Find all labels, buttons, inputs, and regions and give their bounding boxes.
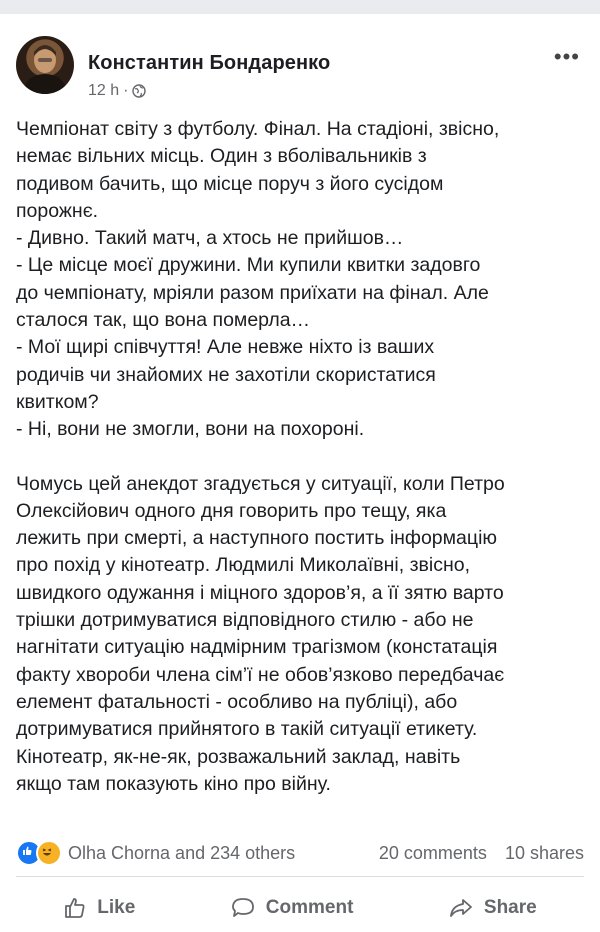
like-label: Like: [97, 897, 136, 918]
share-button[interactable]: [448, 896, 537, 920]
comment-button[interactable]: [230, 896, 354, 920]
post-paragraph-2: Чомусь цей анекдот згадується у ситуації, коли Петро Олексійович одного дня говорить про тещу, яка лежить при смерті, а наступного постить інформацію про похід у кінотеатр. Людмилі Миколаївні, звісно, швидкого одужання і міцного здоров’я, а її зятю варто трішки дотримуватися відповідного стилю - або не нагнітати ситуацію надмірним трагізмом (констатація факту хвороби члена сім’ї не обов’язково передбачає елемент фатальності - особливо на публіці), або дотримуватися прийнятого в такій ситуації етикету. Кінотеатр, як-не-як, розважальний заклад, навіть якщо там показують кіно про війну.: [16, 472, 505, 795]
more-options-icon[interactable]: •••: [553, 44, 580, 69]
comment-label: Comment: [265, 897, 354, 918]
globe-icon: [132, 84, 146, 98]
reaction-icons[interactable]: [16, 840, 62, 866]
post-card: [0, 14, 600, 932]
post-paragraph-1: Чемпіонат світу з футболу. Фінал. На стадіоні, звісно, немає вільних місць. Один з вболівальників з подивом бачить, що місце поруч з його сусідом порожнє. - Дивно. Такий матч, а хтось не прийшов… - Це місце моєї дружини. Ми купили квитки задовго до чемпіонату, мріяли разом приїхати на фінал. Але сталося так, що вона померла… - Мої щирі співчуття! Але невже ніхто із ваших родичів чи знайомих не захотіли скористатися квитком? - Ні, вони не змогли, вони на похороні.: [16, 118, 500, 441]
thumbs-up-icon: [63, 896, 87, 920]
post-actions: [16, 888, 584, 928]
share-arrow-icon: [448, 896, 474, 920]
like-button[interactable]: [63, 896, 135, 920]
shares-count[interactable]: 10 shares: [504, 842, 584, 863]
post-time[interactable]: 12 h: [88, 82, 120, 99]
share-label: Share: [483, 897, 537, 918]
author-name[interactable]: Константин Бондаренко: [88, 52, 331, 74]
post-body: [16, 116, 590, 798]
reactions-text[interactable]: Olha Chorna and 234 others: [68, 842, 296, 863]
meta-separator: ·: [123, 82, 129, 99]
post-meta: [88, 82, 146, 100]
top-strip: [0, 0, 600, 14]
avatar[interactable]: [16, 36, 74, 94]
stats-right: [379, 843, 584, 864]
haha-reaction-icon: [36, 840, 62, 866]
divider: [16, 876, 584, 877]
post-header: [16, 28, 584, 99]
comments-count[interactable]: 20 comments: [378, 842, 487, 863]
comment-bubble-icon: [230, 896, 256, 920]
post-stats: [16, 838, 584, 868]
